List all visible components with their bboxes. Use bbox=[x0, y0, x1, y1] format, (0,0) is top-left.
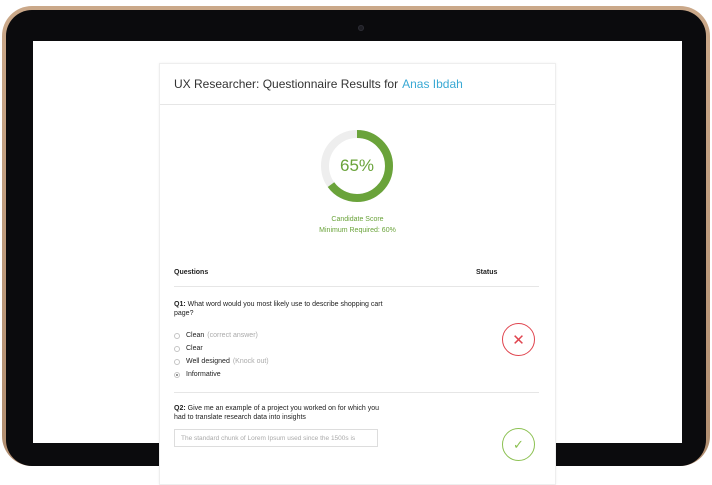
status-header: Status bbox=[476, 269, 498, 276]
question-2-number: Q2: bbox=[174, 405, 186, 412]
option-note: (Knock out) bbox=[232, 358, 269, 365]
option-label: Clear bbox=[186, 345, 203, 352]
score-value: 65% bbox=[339, 156, 375, 175]
q1-option-1[interactable] bbox=[174, 332, 258, 339]
check-icon: ✓ bbox=[513, 436, 524, 452]
q1-option-2[interactable] bbox=[174, 345, 203, 352]
status-pass-badge bbox=[502, 428, 535, 461]
results-card bbox=[159, 63, 556, 485]
question-1-number: Q1: bbox=[174, 301, 186, 308]
score-label: Candidate Score bbox=[331, 216, 384, 223]
score-gauge bbox=[320, 129, 394, 203]
candidate-name-link[interactable]: Anas Ibdah bbox=[402, 77, 463, 91]
card-header bbox=[160, 64, 555, 105]
question-1-text bbox=[174, 300, 389, 318]
header-divider bbox=[174, 286, 539, 287]
question-divider bbox=[174, 392, 539, 393]
q1-option-3[interactable] bbox=[174, 358, 269, 365]
q1-option-4[interactable] bbox=[174, 371, 221, 378]
questions-header: Questions bbox=[174, 269, 209, 276]
page-title: UX Researcher: Questionnaire Results for bbox=[174, 77, 399, 91]
minimum-required: Minimum Required: 60% bbox=[319, 227, 396, 234]
screen bbox=[33, 41, 682, 452]
question-2-prompt: Give me an example of a project you worked on for which you had to translate research data into insights bbox=[174, 405, 380, 421]
radio-button[interactable] bbox=[174, 346, 180, 352]
option-label: Informative bbox=[186, 371, 221, 378]
x-icon: ✕ bbox=[512, 331, 525, 349]
question-2-text bbox=[174, 404, 389, 422]
option-label: Well designed bbox=[186, 358, 230, 365]
radio-button[interactable] bbox=[174, 333, 180, 339]
question-1-prompt: What word would you most likely use to describe shopping cart page? bbox=[174, 301, 383, 317]
option-label: Clean bbox=[186, 332, 205, 339]
camera-icon bbox=[358, 25, 364, 31]
radio-button[interactable] bbox=[174, 359, 180, 365]
status-fail-badge bbox=[502, 323, 535, 356]
option-note: (correct answer) bbox=[207, 332, 258, 339]
radio-button-selected[interactable] bbox=[174, 372, 180, 378]
answer-textarea[interactable]: The standard chunk of Lorem Ipsum used since the 1500s is bbox=[174, 429, 378, 447]
